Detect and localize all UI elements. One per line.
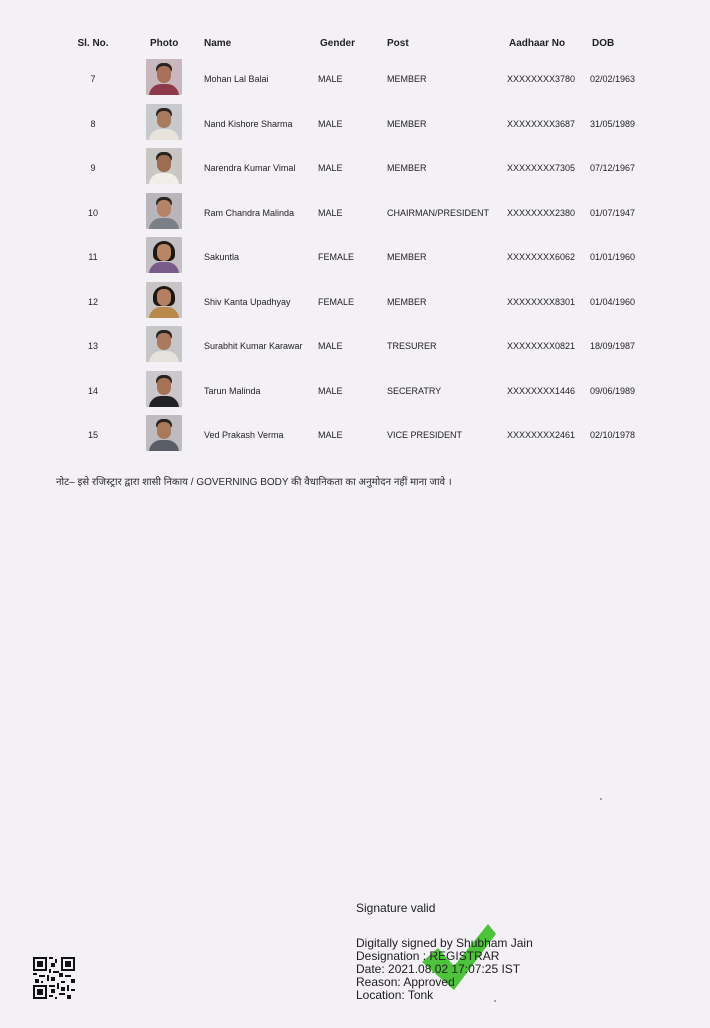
table-row — [0, 415, 710, 459]
sl-no-cell: 12 — [87, 296, 98, 307]
post-cell: MEMBER — [387, 296, 427, 307]
post-cell: CHAIRMAN/PRESIDENT — [387, 207, 490, 218]
table-row — [0, 59, 710, 103]
name-cell: Sakuntla — [204, 252, 240, 262]
designation: Designation : REGISTRAR — [356, 949, 500, 963]
member-photo — [146, 59, 182, 95]
post-cell: MEMBER — [387, 163, 427, 173]
qr-code-icon — [33, 957, 75, 999]
aadhaar-cell: XXXXXXXX2380 — [507, 207, 576, 218]
header-photo: Photo — [150, 38, 179, 49]
table-row — [0, 371, 710, 415]
dob-cell: 31/05/1989 — [590, 118, 636, 129]
gender-cell: FEMALE — [318, 252, 355, 262]
aadhaar-cell: XXXXXXXX8301 — [507, 296, 576, 307]
table-row — [0, 237, 710, 281]
member-photo — [146, 148, 182, 184]
name-cell: Mohan Lal Balai — [204, 74, 269, 84]
header-post: Post — [387, 38, 409, 49]
post-cell: MEMBER — [387, 74, 427, 84]
name-cell: Ram Chandra Malinda — [204, 207, 295, 218]
sl-no-cell: 10 — [87, 207, 98, 218]
table-row — [0, 193, 710, 237]
aadhaar-cell: XXXXXXXX0821 — [507, 341, 576, 351]
member-photo — [146, 415, 182, 451]
post-cell: VICE PRESIDENT — [387, 430, 463, 440]
table-row — [0, 104, 710, 148]
scan-speck — [600, 798, 602, 800]
post-cell: SECERATRY — [387, 385, 442, 396]
table-row — [0, 148, 710, 192]
gender-cell: MALE — [318, 341, 343, 351]
sl-no-cell: 11 — [88, 252, 98, 262]
gender-cell: MALE — [318, 430, 343, 440]
gender-cell: FEMALE — [318, 296, 355, 307]
aadhaar-cell: XXXXXXXX6062 — [507, 252, 576, 262]
signature-reason: Reason: Approved — [356, 975, 455, 989]
gender-cell: MALE — [318, 207, 343, 218]
aadhaar-cell: XXXXXXXX2461 — [507, 430, 576, 440]
member-photo — [146, 104, 182, 140]
aadhaar-cell: XXXXXXXX7305 — [507, 163, 576, 173]
aadhaar-cell: XXXXXXXX3780 — [507, 74, 576, 84]
name-cell: Narendra Kumar Vimal — [204, 163, 296, 173]
member-photo — [146, 326, 182, 362]
sl-no-cell: 9 — [90, 163, 96, 173]
note-text: नोट– इसे रजिस्ट्रार द्वारा शासी निकाय / GOVERNING BODY की वैधानिकता का अनुमोदन नहीं माना जावे । — [56, 477, 452, 488]
signature-location: Location: Tonk — [356, 988, 434, 1002]
member-photo — [146, 371, 182, 407]
header-name: Name — [204, 38, 232, 49]
post-cell: MEMBER — [387, 118, 427, 129]
table-row — [0, 326, 710, 370]
dob-cell: 01/01/1960 — [590, 252, 636, 262]
table-header — [0, 38, 710, 56]
header-aadhaar: Aadhaar No — [509, 38, 566, 49]
name-cell: Surabhit Kumar Karawar — [204, 341, 303, 351]
dob-cell: 02/10/1978 — [590, 430, 636, 440]
sl-no-cell: 15 — [87, 430, 98, 440]
sl-no-cell: 14 — [87, 385, 98, 396]
member-photo — [146, 237, 182, 273]
header-sl-no: Sl. No. — [77, 38, 109, 49]
aadhaar-cell: XXXXXXXX3687 — [507, 118, 576, 129]
gender-cell: MALE — [318, 74, 343, 84]
dob-cell: 02/02/1963 — [590, 74, 636, 84]
gender-cell: MALE — [318, 163, 343, 173]
dob-cell: 09/06/1989 — [590, 385, 636, 396]
sl-no-cell: 8 — [90, 118, 96, 129]
header-dob: DOB — [592, 38, 615, 49]
dob-cell: 01/04/1960 — [590, 296, 636, 307]
member-photo — [146, 193, 182, 229]
header-gender: Gender — [320, 38, 356, 49]
member-photo — [146, 282, 182, 318]
name-cell: Nand Kishore Sharma — [204, 118, 293, 129]
digital-signature-block — [356, 937, 533, 1002]
table-row — [0, 282, 710, 326]
post-cell: MEMBER — [387, 252, 427, 262]
dob-cell: 07/12/1967 — [590, 163, 636, 173]
signature-date: Date: 2021.08.02 17:07:25 IST — [356, 962, 521, 976]
scan-speck — [494, 1000, 496, 1002]
signature-status: Signature valid — [356, 901, 436, 915]
name-cell: Tarun Malinda — [204, 385, 261, 396]
sl-no-cell: 13 — [87, 341, 98, 351]
dob-cell: 18/09/1987 — [590, 341, 636, 351]
aadhaar-cell: XXXXXXXX1446 — [507, 385, 576, 396]
gender-cell: MALE — [318, 118, 343, 129]
dob-cell: 01/07/1947 — [590, 207, 636, 218]
name-cell: Shiv Kanta Upadhyay — [204, 296, 291, 307]
post-cell: TRESURER — [387, 341, 437, 351]
name-cell: Ved Prakash Verma — [204, 430, 284, 440]
gender-cell: MALE — [318, 385, 343, 396]
sl-no-cell: 7 — [90, 74, 96, 84]
signed-by: Digitally signed by Shubham Jain — [356, 936, 533, 950]
